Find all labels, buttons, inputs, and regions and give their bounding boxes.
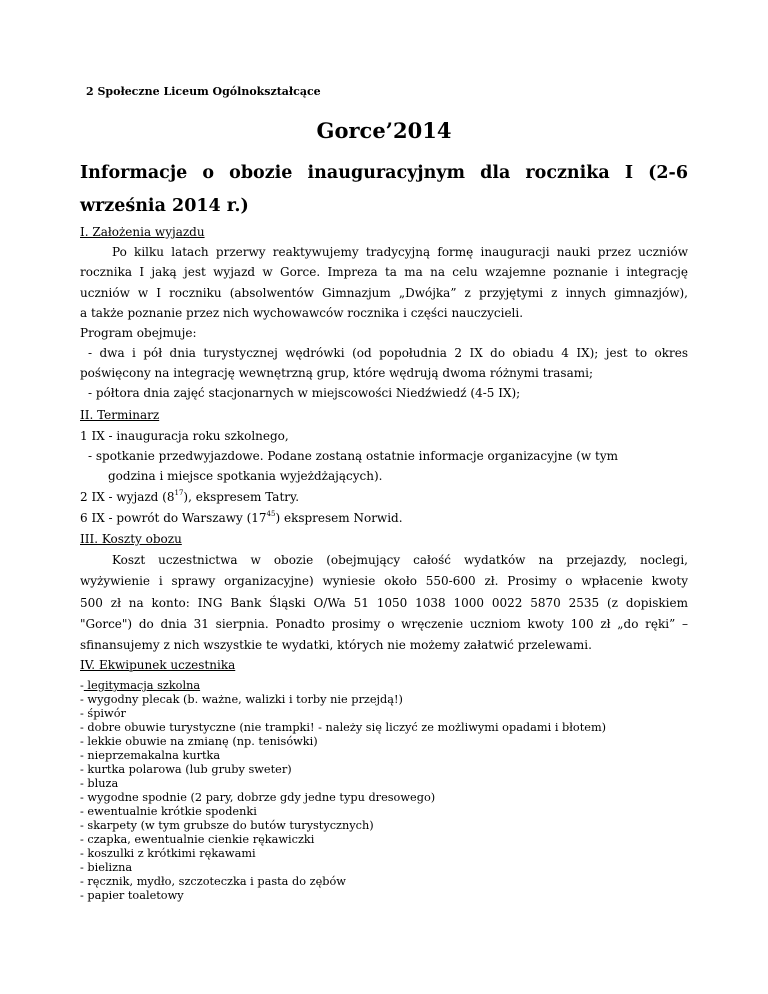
schedule-text: ) ekspresem Norwid. bbox=[275, 511, 403, 525]
schedule-text: 6 IX - powrót do Warszawy (17 bbox=[80, 511, 267, 525]
schedule-line: - spotkanie przedwyjazdowe. Podane zostaną ostatnie informacje organizacyjne (w tym bbox=[88, 449, 618, 463]
program-item-cont: poświęcony na integrację wewnętrzną grup, które wędrują dwoma różnymi trasami; bbox=[80, 366, 593, 380]
equipment-item: - bielizna bbox=[80, 861, 133, 874]
paragraph-line: sfinansujemy z nich wszystkie te wydatki, których nie możemy załatwić przelewami. bbox=[80, 638, 592, 652]
paragraph-line: "Gorce") do dnia 31 sierpnia. Ponadto prosimy o wręczenie uczniom kwoty 100 zł „do ręki” – bbox=[80, 617, 688, 631]
paragraph-line: rocznika I jaką jest wyjazd w Gorce. Impreza ta ma na celu wzajemne poznanie i integrację bbox=[80, 265, 688, 279]
schedule-text: ), ekspresem Tatry. bbox=[183, 490, 300, 504]
schedule-line: 1 IX - inauguracja roku szkolnego, bbox=[80, 429, 289, 443]
equipment-item: - bluza bbox=[80, 777, 119, 790]
paragraph-line: a także poznanie przez nich wychowawców rocznika i części nauczycieli. bbox=[80, 306, 524, 320]
schedule-text: 2 IX - wyjazd (8 bbox=[80, 490, 175, 504]
section-2-title: II. Terminarz bbox=[80, 408, 160, 422]
time-minutes: 45 bbox=[266, 510, 276, 518]
equipment-item: - śpiwór bbox=[80, 707, 126, 720]
section-1-title: I. Założenia wyjazdu bbox=[80, 225, 205, 239]
section-3-title: III. Koszty obozu bbox=[80, 532, 182, 546]
equipment-item: - kurtka polarowa (lub gruby sweter) bbox=[80, 763, 292, 776]
schedule-line bbox=[80, 490, 299, 504]
paragraph-line: 500 zł na konto: ING Bank Śląski O/Wa 51 1050 1038 1000 0022 5870 2535 (z dopiskiem bbox=[80, 596, 688, 610]
equipment-item bbox=[80, 680, 200, 691]
equipment-item: - lekkie obuwie na zmianę (np. tenisówki) bbox=[80, 735, 318, 748]
school-name: 2 Społeczne Liceum Ogólnokształcące bbox=[86, 85, 321, 98]
equipment-item: - koszulki z krótkimi rękawami bbox=[80, 847, 256, 860]
paragraph-line: Koszt uczestnictwa w obozie (obejmujący całość wydatków na przejazdy, noclegi, bbox=[112, 553, 688, 567]
equipment-item: - wygodne spodnie (2 pary, dobrze gdy jedne typu dresowego) bbox=[80, 791, 436, 804]
main-heading-line-2: września 2014 r.) bbox=[80, 196, 249, 216]
equipment-item: - wygodny plecak (b. ważne, walizki i torby nie przejdą!) bbox=[80, 693, 403, 706]
program-label: Program obejmuje: bbox=[80, 326, 197, 340]
paragraph-line: Po kilku latach przerwy reaktywujemy tradycyjną formę inauguracji nauki przez uczniów bbox=[112, 245, 688, 259]
equipment-item: - dobre obuwie turystyczne (nie trampki! - należy się liczyć ze możliwymi opadami i błotem) bbox=[80, 721, 607, 734]
equipment-item: - papier toaletowy bbox=[80, 889, 184, 902]
section-4-title: IV. Ekwipunek uczestnika bbox=[80, 658, 236, 672]
equipment-item: - czapka, ewentualnie cienkie rękawiczki bbox=[80, 833, 315, 846]
equipment-item: - skarpety (w tym grubsze do butów turystycznych) bbox=[80, 819, 374, 832]
equipment-item: - ręcznik, mydło, szczoteczka i pasta do zębów bbox=[80, 875, 346, 888]
equipment-item-text: legitymacja szkolna bbox=[83, 679, 201, 692]
equipment-item: - nieprzemakalna kurtka bbox=[80, 749, 221, 762]
list-dash: - bbox=[80, 679, 84, 692]
equipment-item: - ewentualnie krótkie spodenki bbox=[80, 805, 257, 818]
program-item: - półtora dnia zajęć stacjonarnych w miejscowości Niedźwiedź (4-5 IX); bbox=[88, 386, 521, 400]
document-title: Gorce’2014 bbox=[316, 118, 452, 143]
program-item: - dwa i pół dnia turystycznej wędrówki (od popołudnia 2 IX do obiadu 4 IX); jest to okres bbox=[88, 346, 688, 360]
schedule-line: godzina i miejsce spotkania wyjeżdżających). bbox=[108, 469, 383, 483]
time-minutes: 17 bbox=[174, 489, 184, 497]
main-heading-line-1: Informacje o obozie inauguracyjnym dla rocznika I (2-6 bbox=[80, 163, 688, 183]
schedule-line bbox=[80, 511, 403, 525]
paragraph-line: wyżywienie i sprawy organizacyjne) wyniesie około 550-600 zł. Prosimy o wpłacenie kwoty bbox=[80, 574, 688, 588]
paragraph-line: uczniów w I roczniku (absolwentów Gimnazjum „Dwójka” z przyjętymi z innych gimnazjów), bbox=[80, 286, 688, 300]
